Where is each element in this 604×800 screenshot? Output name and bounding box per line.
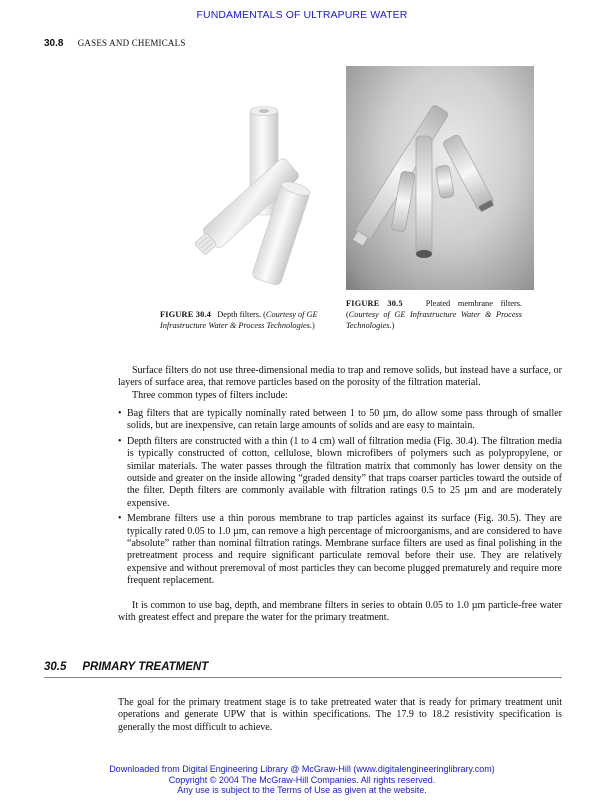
footer-line: Downloaded from Digital Engineering Library @ McGraw-Hill (www.digitalengineeringlibrary.com) [109,764,495,774]
filter-types-list [118,408,562,591]
figure-label: FIGURE 30.4 [160,310,212,319]
primary-treatment-paragraph: The goal for the primary treatment stage is to take pretreated water that is ready for primary treatment unit operations and generate UPW that is within specifications. The 17.9 to 18.2 resistivity specification is generally the most difficult to achieve. [118,697,562,733]
footer-line: Any use is subject to the Terms of Use as given at the website. [177,785,427,795]
membrane-cartridge [416,136,432,258]
footer-line: Copyright © 2004 The McGraw-Hill Companies. All rights reserved. [168,774,436,785]
depth-filters-figure [160,90,332,295]
intro-paragraph: Surface filters do not use three-dimensional media to trap and remove solids, but instead have a surface, or layers of surface area, that remove particles based on the porosity of the filtration material. [118,365,562,389]
figure-label: FIGURE 30.5 [346,299,403,308]
caption-text: Pleated membrane filters. ( [346,299,523,319]
figure-30-5-caption [346,298,522,331]
section-title: PRIMARY TREATMENT [82,661,209,673]
caption-credit: Courtesy of GE Infrastructure Water & Process Technologies. [346,310,522,330]
list-item: • Membrane filters use a thin porous membrane to trap particles against its surface (Fig. 30.5). They are typically rated 0.05 to 1.0 µm, can remove a high percentage of microorganisms, and are considered to have “absolute” rather than nominal filtration ratings. Membrane surface filters are used as final polishing in the pretreatment process and require significant particulate removal before their use. They are relatively expensive and without preremoval of most particles they can become plugged prematurely and require more frequent replacement. [118,513,562,587]
caption-close: ) [391,321,395,330]
caption-close: ) [312,321,315,330]
series-paragraph: It is common to use bag, depth, and membrane filters in series to obtain 0.05 to 1.0 µm particle-free water with greatest effect and prepare the water for the primary treatment. [118,600,562,624]
section-number: 30.5 [44,661,67,673]
chapter-part-title: GASES AND CHEMICALS [77,38,186,48]
page-number: 30.8 [44,38,64,49]
running-head [44,38,186,49]
filter-types-intro: Three common types of filters include: [132,390,288,401]
pleated-membrane-filters-photo [346,66,534,290]
page-banner: FUNDAMENTALS OF ULTRAPURE WATER [196,9,408,21]
caption-credit: Courtesy of GE Infrastructure Water & Process Technologies. [160,310,318,330]
membrane-cartridge [435,165,454,199]
list-item: • Depth filters are constructed with a thin (1 to 4 cm) wall of filtration media (Fig. 30.4). The filtration media is typically constructed of cotton, cellulose, blown microfibers of polymers such as polypropylene, or similar materials. The water passes through the filtration matrix that commonly has lower density on the outside and greater on the inside allowing “graded density” that traps coarser particles toward the outside of the filter. Depth filters are commonly available with filtration ratings 0.5 to 25 µm and are moderately expensive. [118,436,562,510]
list-item: • Bag filters that are typically nominally rated between 1 to 50 µm, do allow some pass through of smaller solids, but are inexpensive, can retain large amounts of solids and are easy to maintain. [118,408,562,433]
caption-text: Depth filters. ( [217,310,266,319]
section-heading [44,661,562,678]
figure-30-4-caption [160,309,336,331]
download-footer [0,764,604,796]
